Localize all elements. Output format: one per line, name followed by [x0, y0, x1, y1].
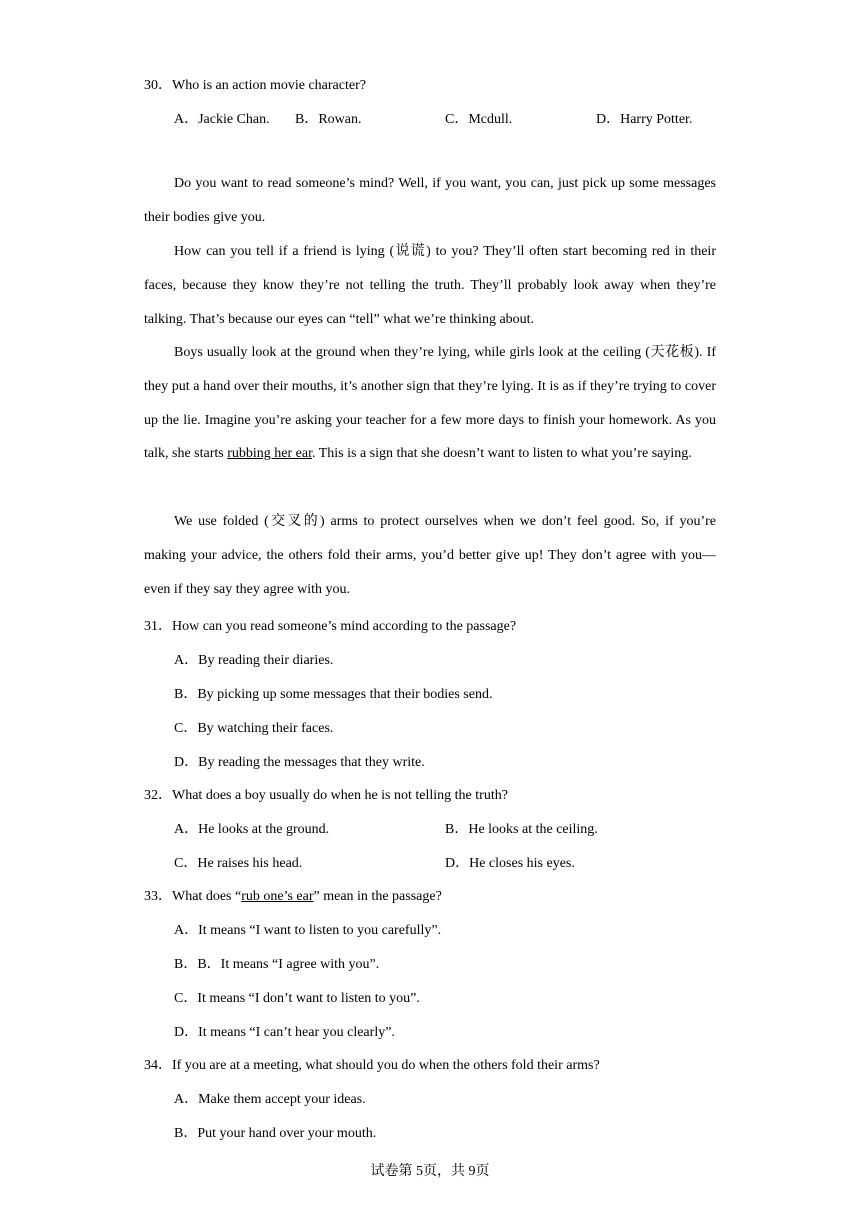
q33-stem-part-1: 33．What does “ — [144, 889, 242, 904]
q34-stem: 34．If you are at a meeting, what should you do when the others fold their arms? — [144, 1058, 600, 1073]
passage-paragraph-3 — [144, 336, 716, 471]
passage-paragraph-4: We use folded (交叉的) arms to protect ourselves when we don’t feel good. So, if you’re making your advice, the others fold their arms, you’d better give up! They don’t agree with you—even if they say they agree with you. — [144, 514, 716, 597]
passage-paragraph-3-part-2: . This is a sign that she doesn’t want to listen to what you’re saying. — [311, 446, 692, 462]
q30-option-b: B．Rowan. — [295, 112, 362, 127]
q33-option-c: C．It means “I don’t want to listen to you”. — [174, 991, 420, 1006]
q31-stem: 31．How can you read someone’s mind according to the passage? — [144, 619, 517, 634]
q33-underlined-phrase: rub one’s ear — [241, 889, 314, 904]
q32-option-c: C．He raises his head. — [174, 856, 303, 871]
q33-option-d: D．It means “I can’t hear you clearly”. — [174, 1025, 395, 1040]
q31-option-d: D．By reading the messages that they write. — [174, 755, 425, 770]
q32-stem: 32．What does a boy usually do when he is not telling the truth? — [144, 788, 508, 803]
q33-option-a: A．It means “I want to listen to you carefully”. — [174, 923, 442, 938]
q32-option-a: A．He looks at the ground. — [174, 822, 330, 837]
q34-option-b: B．Put your hand over your mouth. — [174, 1126, 377, 1141]
q30-option-c: C．Mcdull. — [445, 112, 513, 127]
underlined-phrase: rubbing her ear — [227, 446, 312, 462]
q31-option-c: C．By watching their faces. — [174, 721, 334, 736]
passage-paragraph-3-part-1: Boys usually look at the ground when they’re lying, while girls look at the ceiling (天花板). If they put a hand over their mouths, it’s another sign that they’re lying. It is as if they’re trying to cover up the lie. Imagine you’re asking your teacher for a few more days to finish your homework. As you talk, she starts — [144, 345, 716, 462]
passage-paragraph-2: How can you tell if a friend is lying (说谎) to you? They’ll often start becoming red in their faces, because they know they’re not telling the truth. They’ll probably look away when they’re talking. That’s because our eyes can “tell” what we’re thinking about. — [144, 244, 716, 327]
q30-option-a: A．Jackie Chan. — [174, 112, 270, 127]
q34-option-a: A．Make them accept your ideas. — [174, 1092, 366, 1107]
q31-option-b: B．By picking up some messages that their bodies send. — [174, 687, 493, 702]
q32-option-d: D．He closes his eyes. — [445, 856, 575, 871]
passage-paragraph-1: Do you want to read someone’s mind? Well, if you want, you can, just pick up some messages their bodies give you. — [144, 176, 716, 225]
q33-option-b: B．B．It means “I agree with you”. — [174, 957, 380, 972]
q33-stem — [144, 885, 442, 905]
q32-option-b: B．He looks at the ceiling. — [445, 822, 598, 837]
q30-option-d: D．Harry Potter. — [596, 112, 693, 127]
q33-stem-part-2: ” mean in the passage? — [313, 889, 442, 904]
page-footer: 试卷第 5页，共 9页 — [370, 1164, 490, 1179]
q31-option-a: A．By reading their diaries. — [174, 653, 334, 668]
q30-stem: 30．Who is an action movie character? — [144, 78, 366, 93]
